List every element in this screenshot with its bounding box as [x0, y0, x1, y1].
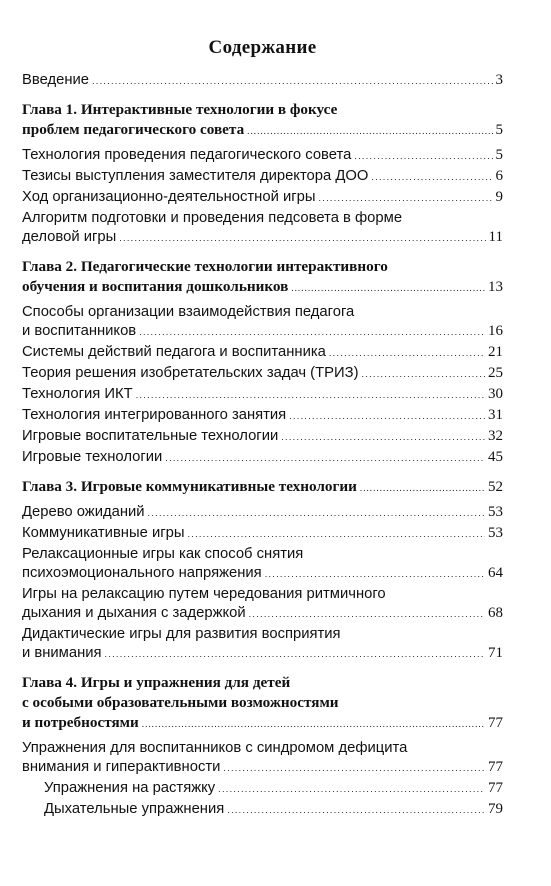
dot-leader: [92, 71, 493, 91]
toc-entry-line: [22, 385, 503, 405]
toc-item[interactable]: [22, 167, 503, 187]
toc-item[interactable]: [22, 364, 503, 384]
toc-entry-line: [22, 343, 503, 363]
toc-entry-text: Введение: [22, 72, 89, 88]
toc-entry-text: Системы действий педагога и воспитанника: [22, 344, 326, 360]
dot-leader: [218, 779, 485, 799]
toc-subitem[interactable]: [22, 779, 503, 799]
dot-leader: [329, 343, 485, 363]
toc-item[interactable]: [22, 146, 503, 166]
toc-entry-line: [22, 406, 503, 426]
dot-leader: [227, 800, 485, 820]
toc-entry-text: Алгоритм подготовки и проведения педсовета в форме: [22, 210, 403, 226]
toc-chapter[interactable]: [22, 673, 503, 734]
page-number: 11: [488, 229, 503, 245]
page-number: 6: [495, 168, 503, 184]
toc-entry-line: [22, 188, 503, 208]
dot-leader: [187, 524, 485, 544]
page-number: 3: [495, 72, 503, 88]
page-number: 77: [488, 759, 503, 775]
page-number: 32: [488, 428, 503, 444]
toc-entry-text: Дерево ожиданий: [22, 504, 145, 520]
toc-entry-text: Теория решения изобретательских задач (ТРИЗ): [22, 365, 359, 381]
page-title: Содержание: [208, 37, 317, 58]
toc-entry-text: Способы организации взаимодействия педагога: [22, 304, 355, 320]
dot-leader: [249, 604, 485, 624]
toc-entry-text: Технология интегрированного занятия: [22, 407, 287, 423]
toc-item[interactable]: [22, 448, 503, 468]
dot-leader: [362, 364, 485, 384]
toc-item[interactable]: [22, 406, 503, 426]
toc-entry-text: и воспитанников: [22, 323, 137, 339]
toc-entry-text: Упражнения для воспитанников с синдромом дефицита: [22, 740, 408, 756]
dot-leader: [318, 188, 492, 208]
dot-leader: [119, 228, 485, 248]
toc-item[interactable]: [22, 524, 503, 544]
toc-entry-text: Релаксационные игры как способ снятия: [22, 546, 304, 562]
toc-item[interactable]: [22, 545, 503, 584]
toc-entry-text: и потребностями: [22, 714, 139, 731]
toc-entry-text: с особыми образовательными возможностями: [22, 694, 339, 711]
toc-entry-text: Ход организационно-деятельностной игры: [22, 189, 316, 205]
toc-item[interactable]: [22, 427, 503, 447]
toc-chapter[interactable]: [22, 257, 503, 298]
spacer: [22, 664, 503, 673]
page-number: 13: [488, 279, 503, 295]
toc-entry-text: Дидактические игры для развития восприятия: [22, 626, 341, 642]
page-number: 68: [488, 605, 503, 621]
toc-entry-text: Игры на релаксацию путем чередования ритмичного: [22, 586, 386, 602]
toc-item[interactable]: [22, 385, 503, 405]
dot-leader: [223, 758, 485, 778]
toc-entry-text: деловой игры: [22, 229, 117, 245]
toc-entry-text: дыхания и дыхания с задержкой: [22, 605, 246, 621]
dot-leader: [247, 120, 492, 141]
toc-item[interactable]: [22, 303, 503, 342]
page-number: 16: [488, 323, 503, 339]
toc-entry-text: внимания и гиперактивности: [22, 759, 221, 775]
spacer: [22, 248, 503, 257]
toc-entry-line: [22, 644, 503, 664]
dot-leader: [136, 385, 485, 405]
page-number: 77: [488, 780, 503, 796]
toc-entry-line: [22, 364, 503, 384]
page-number: 53: [488, 525, 503, 541]
dot-leader: [139, 322, 485, 342]
page-number: 5: [495, 122, 503, 138]
toc-entry-line: [22, 167, 503, 187]
page-number: 21: [488, 344, 503, 360]
toc-entry-line: [22, 604, 503, 624]
toc-entry-line: [22, 427, 503, 447]
toc-entry-text: обучения и воспитания дошкольников: [22, 278, 289, 295]
toc-entry-line: [22, 71, 503, 91]
toc-entry-line: [22, 277, 503, 298]
page-number: 53: [488, 504, 503, 520]
toc-entry-text: Игровые технологии: [22, 449, 163, 465]
dot-leader: [371, 167, 492, 187]
page-number: 5: [495, 147, 503, 163]
page-number: 31: [488, 407, 503, 423]
toc-entry-line: [22, 713, 503, 734]
toc-entry-text: Тезисы выступления заместителя директора ДОО: [22, 168, 369, 184]
toc-entry-text: Дыхательные упражнения: [44, 801, 225, 817]
toc-item[interactable]: [22, 209, 503, 248]
spacer: [22, 91, 503, 100]
toc-entry-text: Упражнения на растяжку: [44, 780, 216, 796]
toc-entry-line: [22, 228, 503, 248]
dot-leader: [265, 564, 485, 584]
toc-entry-line: [22, 758, 503, 778]
toc-item[interactable]: [22, 585, 503, 624]
toc-item[interactable]: [22, 343, 503, 363]
page-number: 25: [488, 365, 503, 381]
spacer: [22, 468, 503, 477]
dot-leader: [105, 644, 485, 664]
toc-entry-text: Глава 3. Игровые коммуникативные технологии: [22, 478, 357, 495]
toc-entry-line: [44, 779, 503, 799]
page-number: 79: [488, 801, 503, 817]
dot-leader: [354, 146, 492, 166]
dot-leader: [281, 427, 485, 447]
page-number: 9: [495, 189, 503, 205]
toc-entry-text: Игровые воспитательные технологии: [22, 428, 279, 444]
toc-entry-line: [22, 120, 503, 141]
toc-item[interactable]: [22, 71, 503, 91]
page-number: 71: [488, 645, 503, 661]
dot-leader: [142, 713, 485, 734]
toc-item[interactable]: [22, 739, 503, 778]
page-number: 64: [488, 565, 503, 581]
dot-leader: [148, 503, 485, 523]
toc-entry-text: Коммуникативные игры: [22, 525, 185, 541]
toc-item[interactable]: [22, 188, 503, 208]
toc-entry-text: психоэмоционального напряжения: [22, 565, 262, 581]
dot-leader: [291, 277, 485, 298]
toc-entry-line: [22, 322, 503, 342]
toc-entry-line: [22, 564, 503, 584]
toc-item[interactable]: [22, 625, 503, 664]
toc-entry-line: [22, 524, 503, 544]
toc-entry-line: [44, 800, 503, 820]
toc-entry-text: Технология ИКТ: [22, 386, 133, 402]
toc-subitem[interactable]: [22, 800, 503, 820]
page-number: 52: [488, 479, 503, 495]
page-number: 77: [488, 715, 503, 731]
toc-entry-text: и внимания: [22, 645, 102, 661]
toc-chapter[interactable]: [22, 100, 503, 141]
toc-entry-line: [22, 448, 503, 468]
toc-entry-line: [22, 477, 503, 498]
toc-entry-text: Глава 2. Педагогические технологии интерактивного: [22, 258, 388, 275]
toc-item[interactable]: [22, 503, 503, 523]
dot-leader: [165, 448, 485, 468]
toc-entry-text: Глава 4. Игры и упражнения для детей: [22, 674, 291, 691]
toc-entry-line: [22, 503, 503, 523]
toc-entry-line: [22, 146, 503, 166]
dot-leader: [360, 477, 485, 498]
toc-entry-text: проблем педагогического совета: [22, 121, 245, 138]
page-number: 45: [488, 449, 503, 465]
table-of-contents: [22, 71, 503, 820]
dot-leader: [289, 406, 485, 426]
toc-entry-text: Глава 1. Интерактивные технологии в фокусе: [22, 101, 338, 118]
toc-chapter[interactable]: [22, 477, 503, 498]
toc-entry-text: Технология проведения педагогического совета: [22, 147, 352, 163]
page-number: 30: [488, 386, 503, 402]
